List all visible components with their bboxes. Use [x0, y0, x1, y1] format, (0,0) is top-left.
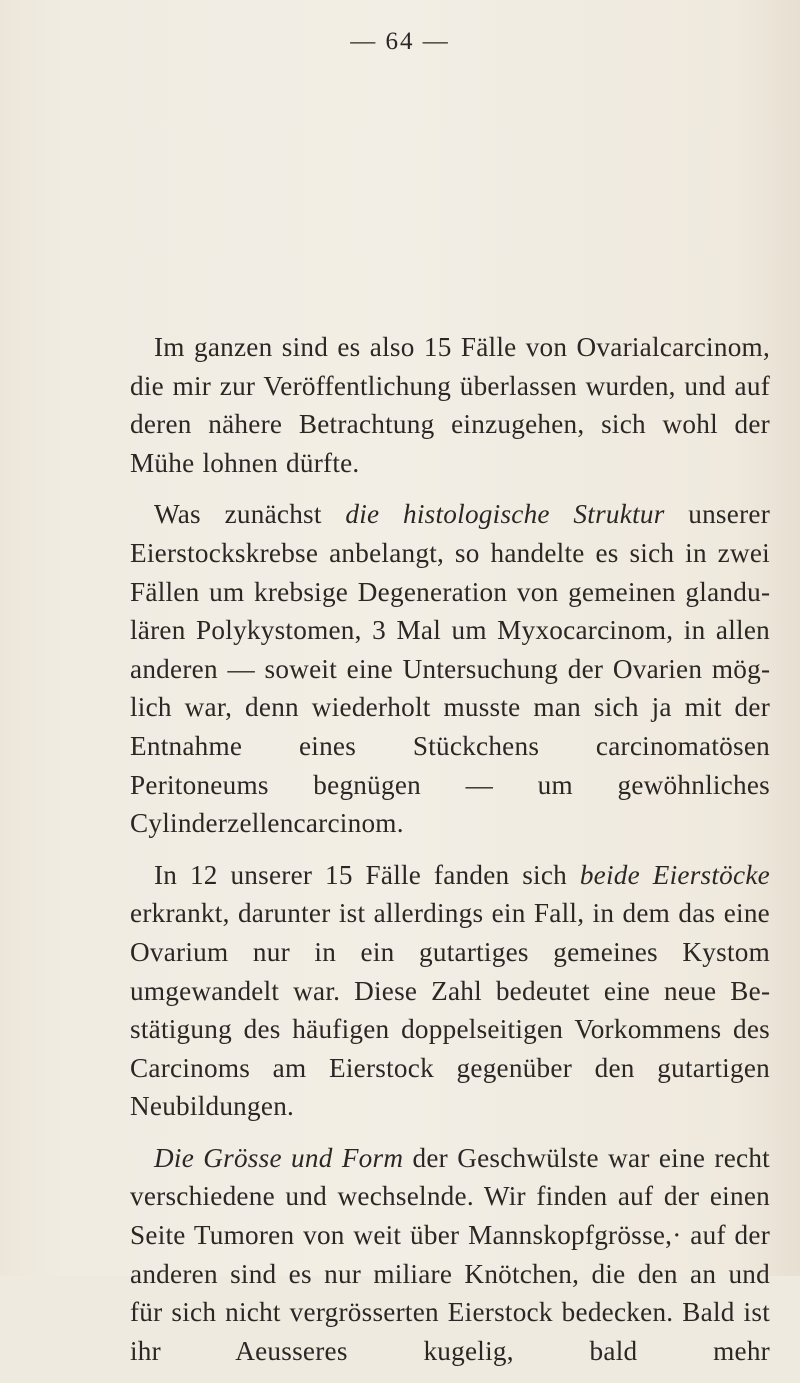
body-text	[130, 328, 770, 1383]
paragraph-bilateral	[130, 856, 770, 1126]
paragraph-histology	[130, 495, 770, 842]
text-run: Was zunächst	[154, 499, 346, 530]
text-run: In 12 unserer 15 Fälle fanden sich	[154, 859, 580, 890]
paragraph-case-count: Im ganzen sind es also 15 Fälle von Ovarialcarcinom, die mir zur Veröffentlichung überlassen wurden, und auf deren nähere Betrachtung einzugehen, sich wohl der Mühe lohnen dürfte.	[130, 332, 770, 478]
paragraph-size-form	[130, 1139, 770, 1371]
emphasis-groesse-und-form: Die Grösse und Form	[154, 1142, 404, 1173]
page-number: — 64 —	[350, 28, 450, 55]
emphasis-beide-eierstoecke: beide Eierstöcke	[579, 859, 770, 890]
text-run: erkrankt, darunter ist allerdings ein Fall, in dem das eine Ovarium nur in ein gutartiges gemeines Kystom umgewandelt war. Diese Zahl bedeutet eine neue Bestätigung des häufigen doppelseitigen Vorkommens des Carcinoms am Eierstock gegenüber den gutartigen Neubildungen.	[130, 898, 770, 1122]
emphasis-histologische-struktur: die histologische Struktur	[345, 499, 665, 530]
text-run: unserer Eierstockskrebse anbelangt, so handelte es sich in zwei Fällen um krebsige Degeneration von gemeinen glandulären Polykystomen, 3 Mal um Myxocarcinom, in allen anderen — soweit eine Untersuchung der Ovarien möglich war, denn wiederholt musste man sich ja mit der Entnahme eines Stückchens carcinomatösen Peritoneums begnügen — um gewöhnliches Cylinderzellencarcinom.	[130, 499, 771, 839]
text-run: der Geschwülste war eine recht verschiedene und wechselnde. Wir finden auf der einen Seite Tumoren von weit über Mannskopfgrösse,· auf der anderen sind es nur miliare Knötchen, die den an und für sich nicht vergrösserten Eierstock bedecken. Bald ist ihr Aeusseres kugelig, bald mehr	[130, 1142, 770, 1366]
